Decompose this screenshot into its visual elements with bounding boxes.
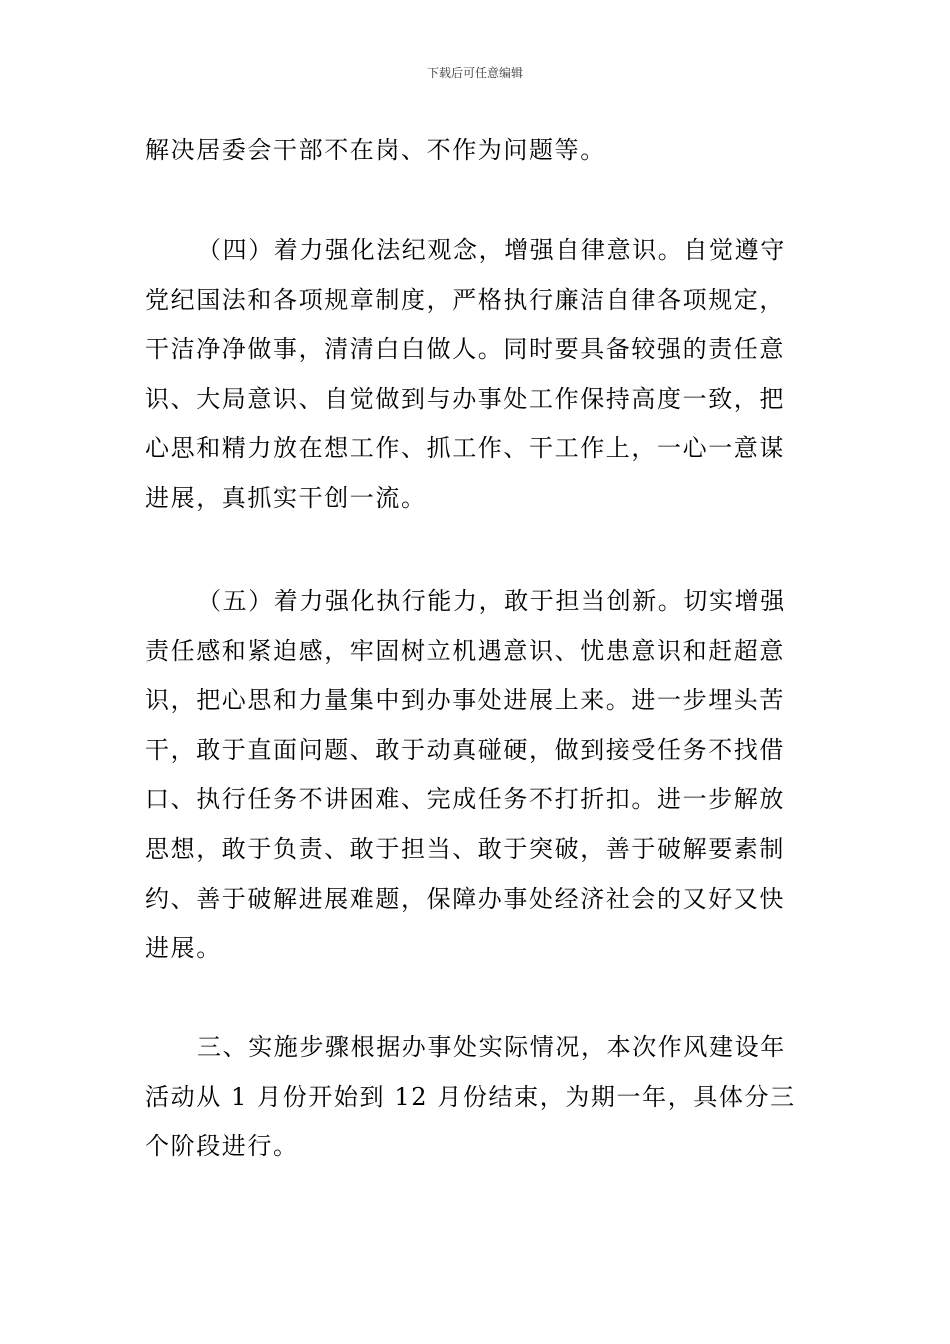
paragraph-section-five: （五）着力强化执行能力，敢于担当创新。切实增强责任感和紧迫感，牢固树立机遇意识、忧患意识和赶超意识，把心思和力量集中到办事处进展上来。进一步埋头苦干，敢于直面问题、敢于动真碰硬，做到接受任务不找借口、执行任务不讲困难、完成任务不打折扣。进一步解放思想，敢于负责、敢于担当、敢于突破，善于破解要素制约、善于破解进展难题，保障办事处经济社会的又好又快进展。 <box>145 587 786 963</box>
paragraph-implementation-steps: 三、实施步骤根据办事处实际情况，本次作风建设年活动从 1 月份开始到 12 月份结束，为期一年，具体分三个阶段进行。 <box>145 1033 796 1161</box>
page-header: 下载后可任意编辑 <box>426 66 523 80</box>
paragraph-section-four: （四）着力强化法纪观念，增强自律意识。自觉遵守党纪国法和各项规章制度，严格执行廉洁自律各项规定，干洁净净做事，清清白白做人。同时要具备较强的责任意识、大局意识、自觉做到与办事处工作保持高度一致，把心思和精力放在想工作、抓工作、干工作上，一心一意谋进展，真抓实干创一流。 <box>145 236 786 512</box>
paragraph-continuation: 解决居委会干部不在岗、不作为问题等。 <box>145 136 606 164</box>
